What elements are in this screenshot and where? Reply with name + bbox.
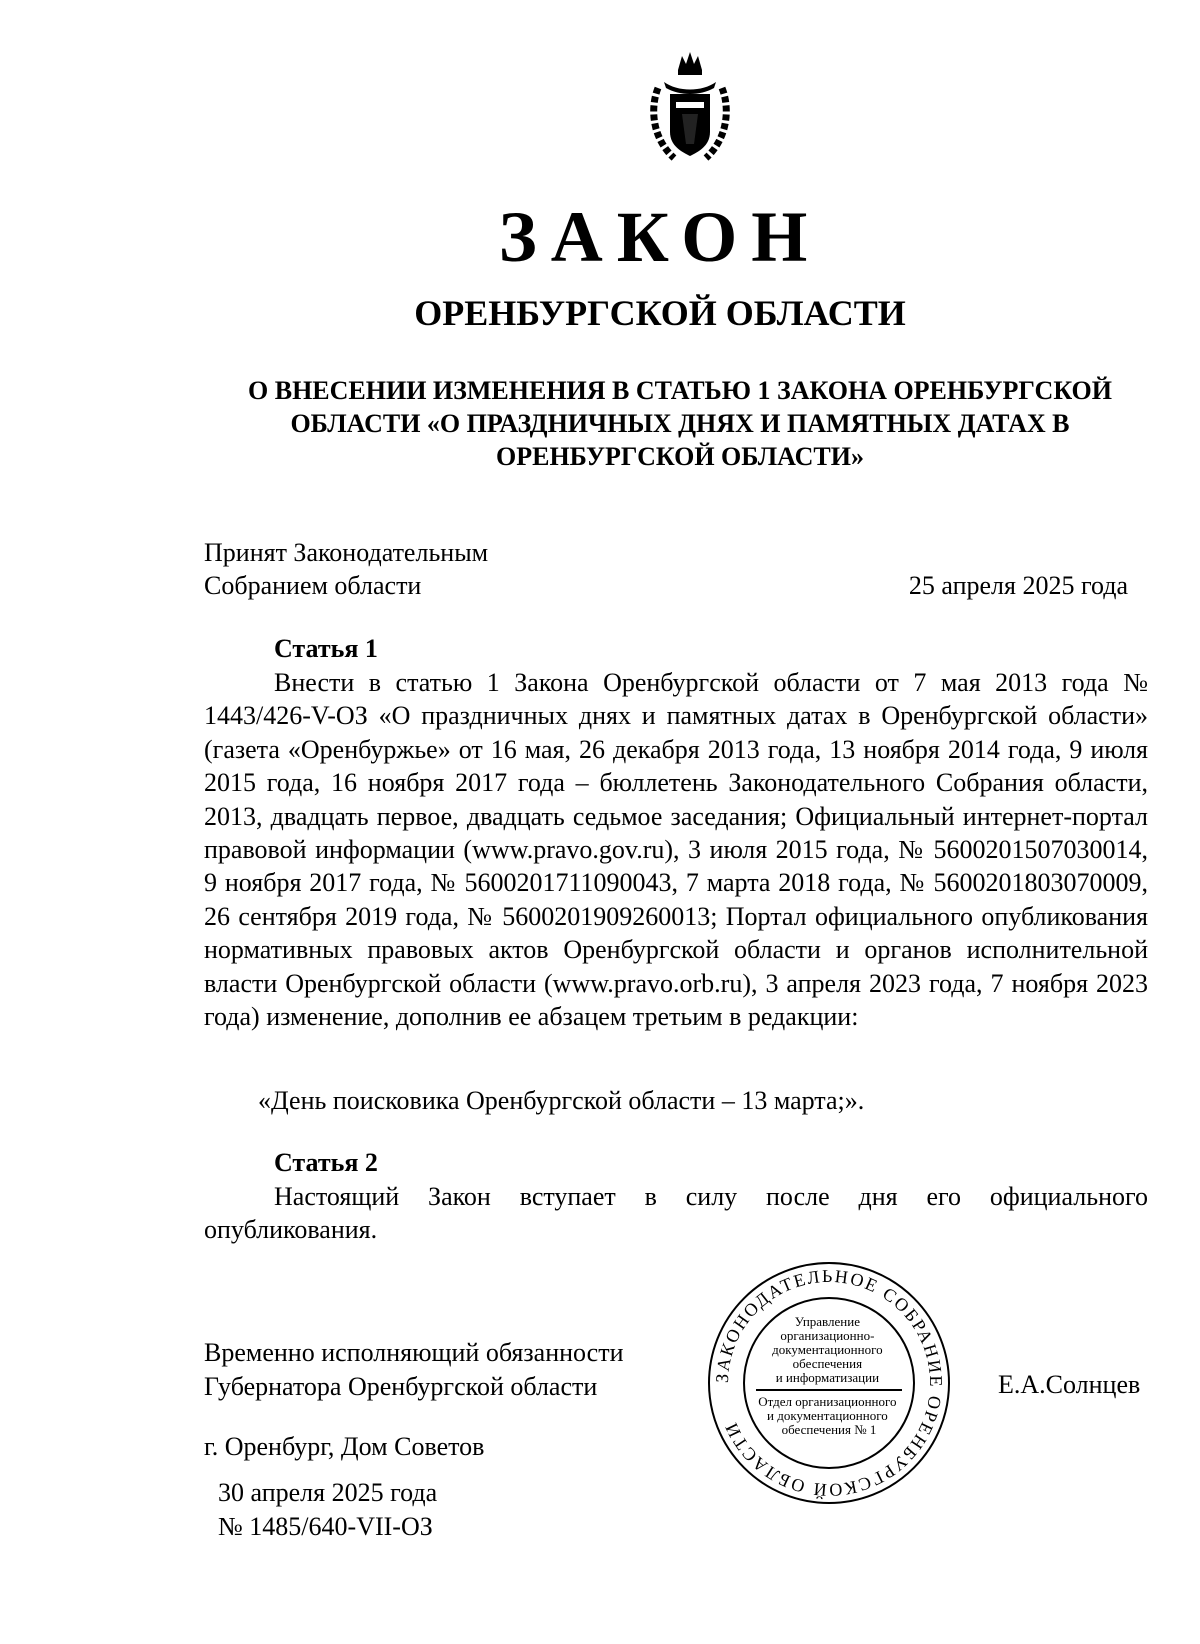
law-title (200, 374, 1160, 473)
official-seal-stamp (706, 1260, 952, 1506)
article-1-quote: «День поисковика Оренбургской области – 13 марта;». (258, 1086, 865, 1115)
signing-date: 30 апреля 2025 года (218, 1478, 438, 1507)
law-number: № 1485/640-VII-ОЗ (218, 1512, 433, 1541)
signer-name: Е.А.Солнцев (998, 1370, 1141, 1399)
signer-position-line: Временно исполняющий обязанности (204, 1338, 624, 1367)
signing-info (218, 1476, 437, 1544)
adoption-line: Собранием области (204, 571, 422, 600)
article-2-heading: Статья 2 (274, 1148, 378, 1177)
article-1-heading: Статья 1 (274, 634, 378, 663)
signer-position (204, 1336, 624, 1404)
adoption-info (204, 536, 488, 602)
law-title-line: ОБЛАСТИ «О ПРАЗДНИЧНЫХ ДНЯХ И ПАМЯТНЫХ ДАТАХ В (290, 409, 1070, 438)
seal-ring-text: ЗАКОНОДАТЕЛЬНОЕ СОБРАНИЕ ОРЕНБУРГСКОЙ ОБЛАСТИ (711, 1265, 947, 1501)
signing-place: г. Оренбург, Дом Советов (204, 1432, 485, 1461)
svg-text:Управление организационн: Управление организационно- документационного обеспечения и информатизации Отдел организационного и документационного обеспечения № 1 (758, 1314, 897, 1437)
issuing-region: ОРЕНБУРГСКОЙ ОБЛАСТИ (414, 293, 906, 333)
adoption-line: Принят Законодательным (204, 538, 489, 567)
signer-position-line: Губернатора Оренбургской области (204, 1372, 598, 1401)
article-1-text: Внести в статью 1 Закона Оренбургской области от 7 мая 2013 года № 1443/426-V-ОЗ «О праздничных днях и памятных датах в Оренбургской области» (газета «Оренбуржье» от 16 мая, 26 декабря 2013 года, 13 ноября 2014 года, 9 июля 2015 года, 16 ноября 2017 года – бюллетень Законодательного Собрания области, 2013, двадцать первое, двадцать седьмое заседания; Официальный интернет-портал правовой информации (www.pravo.gov.ru), 3 июля 2015 года, № 5600201507030014, 9 ноября 2017 года, № 5600201711090043, 7 марта 2018 года, № 5600201803070009, 26 сентября 2019 года, № 5600201909260013; Портал официального опубликования нормативных правовых актов Оренбургской области и органов исполнительной власти Оренбургской области (www.pravo.orb.ru), 3 апреля 2023 года, 7 ноября 2023 года) изменение, дополнив ее абзацем третьим в редакции: (204, 668, 1148, 1032)
article-2-text: Настоящий Закон вступает в силу после дня его официального опубликования. (204, 1182, 1148, 1245)
document-type-heading: ЗАКОН (498, 197, 822, 277)
oblast-coat-of-arms-icon (648, 48, 732, 166)
law-title-line: О ВНЕСЕНИИ ИЗМЕНЕНИЯ В СТАТЬЮ 1 ЗАКОНА ОРЕНБУРГСКОЙ (248, 376, 1112, 405)
adoption-date: 25 апреля 2025 года (908, 571, 1128, 600)
law-title-line: ОРЕНБУРГСКОЙ ОБЛАСТИ» (496, 442, 864, 471)
